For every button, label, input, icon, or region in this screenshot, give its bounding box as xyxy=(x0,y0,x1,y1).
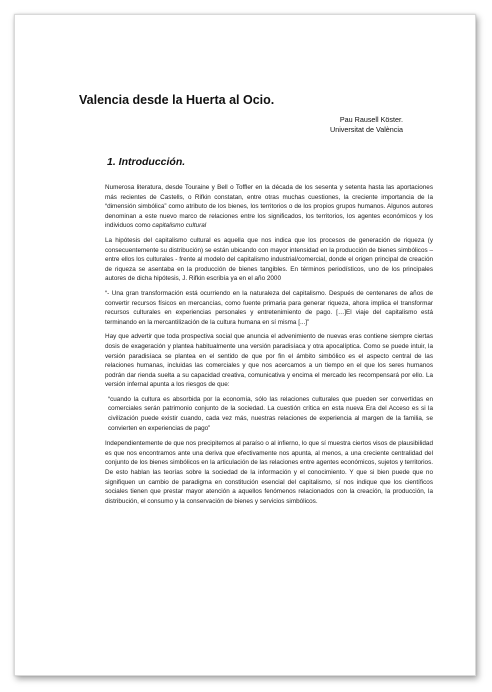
block-quote: “cuando la cultura es absorbida por la economía, sólo las relaciones culturales que pueden ser convertidas en comerciales serán patrimonio conjunto de la sociedad. La cuestión crítica en esta nueva Era del Acceso es si la civilización puede existir cuando, cada vez más, nuestras relaciones de experiencia al margen de la familia, se convierten en experiencias de pago” xyxy=(108,395,433,432)
author-block xyxy=(330,115,403,135)
paragraph: La hipótesis del capitalismo cultural es aquella que nos indica que los procesos de generación de riqueza (y consecuentemente su distribución) se están ubicando con mayor intensidad en la producción de bienes simbólicos –entre ellos los culturales - frente al modelo del capitalismo industrial/comercial, donde el origen principal de creación de riqueza se asentaba en la producción de bienes tangibles. En términos periodísticos, uno de los principales autores de dicha hipótesis, J. Rifkin escribía ya en el año 2000 xyxy=(105,236,433,283)
document-title: Valencia desde la Huerta al Ocio. xyxy=(79,93,275,107)
paragraph: Independientemente de que nos precipitemos al paraíso o al infierno, lo que sí muestra ciertos visos de plausibilidad es que nos encontramos ante una deriva que efectivamente nos apunta, al menos, a una creciente centralidad del conjunto de los bienes simbólicos en la articulación de las relaciones entre agentes económicos, sujetos y territorios. De esto hablan las teorías sobre la sociedad de la información y el conocimiento. Y que si bien puede que no signifiquen un cambio de paradigma en constitución esencial del capitalismo, sí nos indique que los científicos sociales tienen que prestar mayor atención a aquellos fenómenos relacionados con la creación, la producción, la distribución, el consumo y la conservación de bienes y servicios simbólicos. xyxy=(105,440,433,505)
paragraph-text: Numerosa literatura, desde Touraine y Bell o Toffler en la década de los sesenta y setenta hasta las aportaciones más recientes de Castells, o Rifkin constatan, entre otras muchas cuestiones, la creciente importancia de la “dimensión simbólica” como atributo de los bienes, los territorios o de los propios grupos humanos. Algunos autores denominan a este nuevo marco de relaciones entre los significados, los territorios, los agentes económicos y los individuos como xyxy=(105,184,433,230)
block-quote: “- Una gran transformación está ocurriendo en la naturaleza del capitalismo. Después de centenares de años de convertir recursos físicos en mercancías, como fuente primaria para generar riqueza, ahora implica el transformar recursos culturales en experiencias personales y entretenimiento de pago. […]El viaje del capitalismo está terminando en la mercantilización de la cultura humana en sí misma [...]” xyxy=(105,289,433,326)
document-page xyxy=(14,14,476,676)
paragraph-emphasis: capitalismo cultural xyxy=(152,222,207,230)
author-affiliation: Universitat de València xyxy=(330,125,403,134)
author-name: Pau Rausell Köster. xyxy=(339,115,403,124)
paragraph xyxy=(105,183,433,231)
paragraph: Hay que advertir que toda prospectiva social que anuncia el advenimiento de nuevas eras contiene siempre ciertas dosis de exageración y plantea habitualmente una versión paradisíaca y otra apocalíptica. Como se puede intuir, la versión paradisíaca se plantea en el sentido de que por fin el ámbito simbólico es el aspecto central de las relaciones humanas, incluidas las comerciales y que nos acercamos a un tiempo en el que los seres humanos podrán dar rienda suelta a su capacidad creativa, comunicativa y encima el mercado les recompensará por ello. La versión infernal apunta a los riesgos de que: xyxy=(105,333,433,389)
body-text xyxy=(105,183,433,506)
section-heading: 1. Introducción. xyxy=(107,156,186,168)
